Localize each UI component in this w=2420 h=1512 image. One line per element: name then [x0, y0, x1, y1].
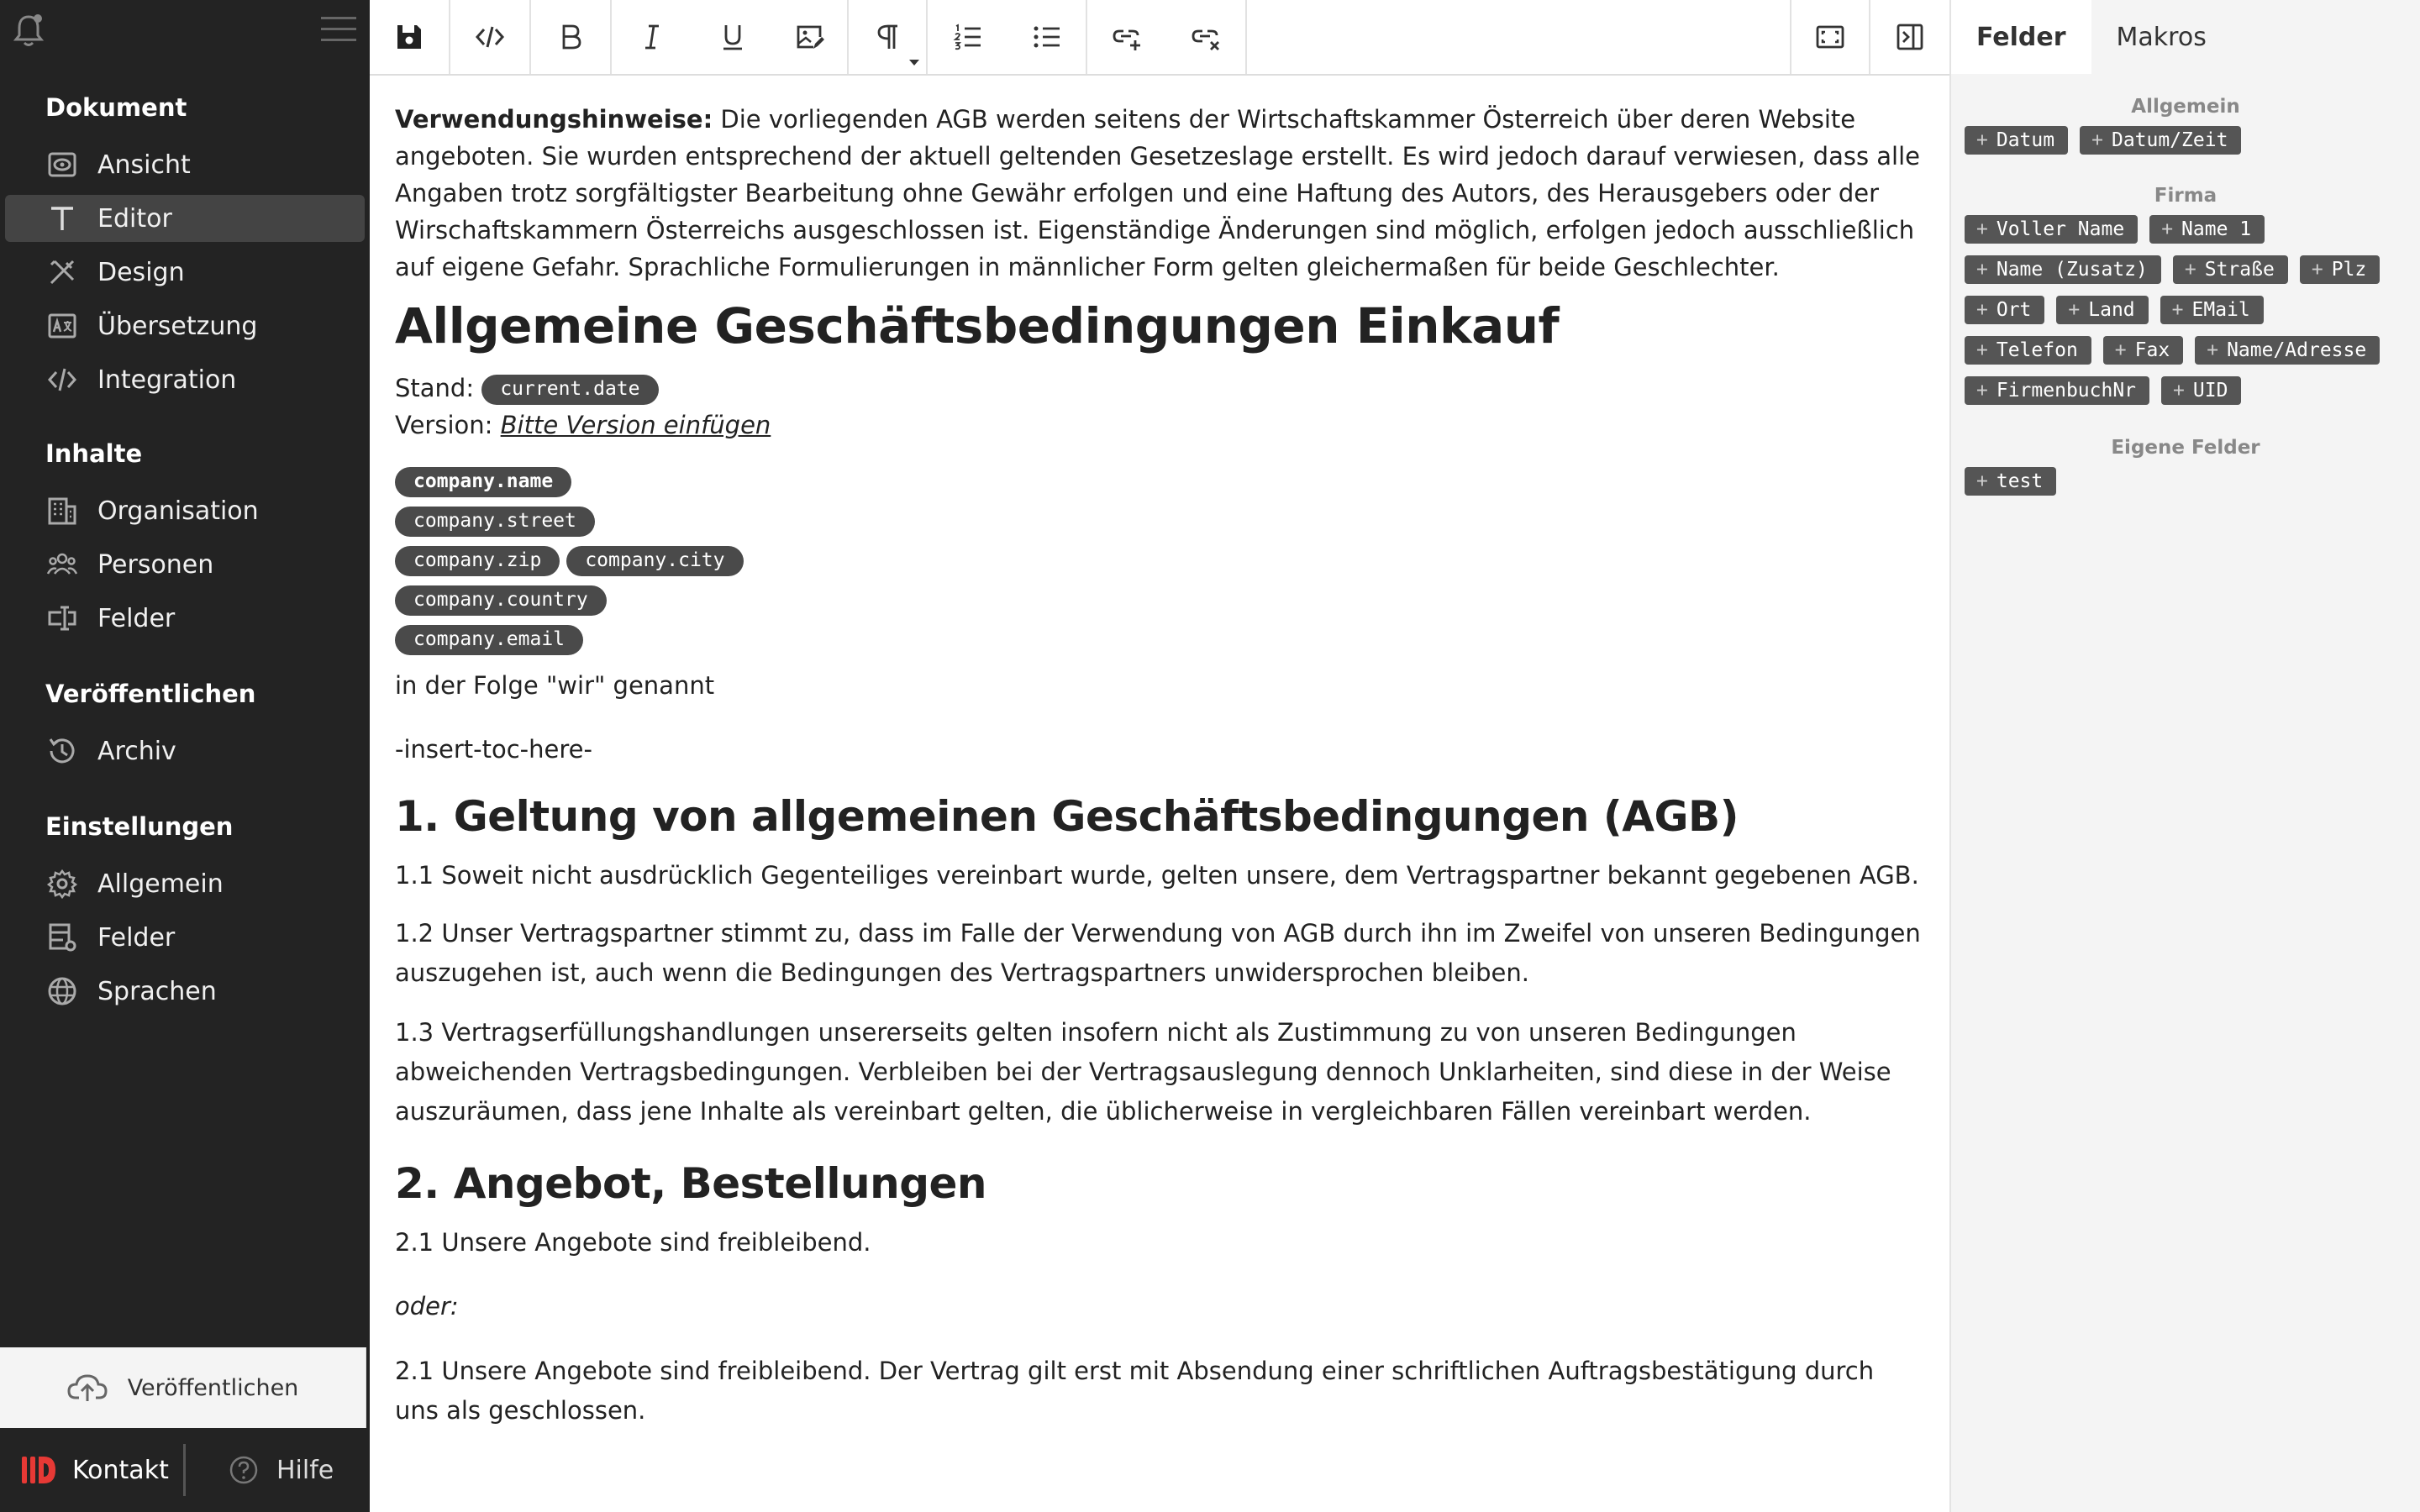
cloud-upload-icon [67, 1371, 108, 1404]
insert-field-email[interactable] [2160, 296, 2264, 324]
field-label: UID [2192, 380, 2228, 402]
sidebar-item-sprachen[interactable] [5, 968, 365, 1015]
sidebar-item-label: Integration [97, 365, 237, 395]
publish-button[interactable] [0, 1347, 366, 1428]
insert-field-land[interactable] [2056, 296, 2148, 324]
bullet-list-button[interactable] [1008, 0, 1087, 74]
plus-icon: + [2068, 299, 2081, 321]
plus-icon: + [1976, 218, 1988, 240]
toc-placeholder: -insert-toc-here- [395, 735, 592, 764]
notice-text: Die vorliegenden AGB werden seitens der Wirtschaftskammer Österreich über deren Website angeboten. Sie wurden entsprechend der aktuell geltenden Gesetzeslage erstellt. Es wird jedoch darauf verwiesen, dass alle Angaben trotz sorgfältigster Bearbeitung ohne Gewähr erfolgen und eine Haftung des Autors, des Herausgebers oder der Wirschaftskammern Österreichs ausgeschlossen ist. Eigenständige Änderungen sind möglich, erfolgen jedoch ausschließlich auf eigene Gefahr. Sprachliche Formulierungen in männlicher Form gelten gleichermaßen für beide Geschlechter. [395, 105, 1921, 281]
sidebar-item-personen[interactable] [5, 541, 365, 588]
code-view-icon [475, 22, 505, 52]
plus-icon: + [1976, 339, 1988, 361]
field-label: Fax [2134, 339, 2170, 361]
sidebar-item-archiv[interactable] [5, 727, 365, 774]
section-title-einstellungen: Einstellungen [45, 812, 234, 841]
bold-button[interactable] [531, 0, 612, 74]
insert-field-fax[interactable] [2103, 336, 2183, 365]
sidebar-item-allgemein[interactable] [5, 860, 365, 907]
sidebar-item-label: Felder [97, 603, 176, 633]
eye-icon [45, 148, 79, 181]
field-label: Telefon [1996, 339, 2078, 361]
ordered-list-icon [953, 22, 983, 52]
sidebar-item-label: Archiv [97, 736, 176, 766]
save-button[interactable] [370, 0, 450, 74]
insert-field-ort[interactable] [1965, 296, 2044, 324]
gear-icon [45, 867, 79, 900]
translate-icon [45, 309, 79, 343]
sidebar-item-label: Allgemein [97, 869, 224, 899]
sidebar [0, 0, 370, 1512]
paragraph-format-button[interactable] [849, 0, 928, 74]
sidebar-item-label: Übersetzung [97, 311, 258, 341]
plus-icon: + [2184, 259, 2196, 281]
plus-icon: + [2311, 259, 2323, 281]
image-icon [795, 22, 825, 52]
link-icon [1112, 22, 1142, 52]
company-address-block [395, 462, 1924, 650]
help-button[interactable] [186, 1454, 334, 1486]
paragraph-icon [872, 22, 902, 52]
sidebar-item-felder-settings[interactable] [5, 914, 365, 961]
insert-field-name-1[interactable] [2149, 215, 2265, 244]
plus-icon: + [2173, 380, 2185, 402]
help-label: Hilfe [276, 1455, 334, 1485]
plus-icon: + [1976, 129, 1988, 151]
sidebar-item-design[interactable] [5, 249, 365, 296]
people-icon [45, 548, 79, 581]
field-chip-company-email[interactable]: company.email [395, 625, 583, 655]
insert-field-telefon[interactable] [1965, 336, 2091, 365]
oder-text: oder: [395, 1292, 459, 1320]
version-label: Version: [395, 411, 493, 439]
paragraph-1-1: 1.1 Soweit nicht ausdrücklich Gegenteiliges vereinbart wurde, gelten unsere, dem Vertragspartner bekannt gegebenen AGB. [395, 861, 1919, 890]
field-label: Datum/Zeit [2111, 129, 2228, 151]
section-title-veroeffentlichen: Veröffentlichen [45, 680, 256, 708]
sidebar-item-uebersetzung[interactable] [5, 302, 365, 349]
code-view-button[interactable] [450, 0, 531, 74]
plus-icon: + [2161, 218, 2174, 240]
section-heading-1: 1. Geltung von allgemeinen Geschäftsbedingungen (AGB) [395, 792, 1739, 841]
version-line [395, 407, 1924, 444]
paragraph-1-2: 1.2 Unser Vertragspartner stimmt zu, dass im Falle der Verwendung von AGB durch ihn im Zweifel von unseren Bedingungen auszugehen ist, auch wenn die Bedingungen des Vertragspartners unwidersprochen bleiben. [395, 919, 1921, 987]
paragraph-1-3: 1.3 Vertragserfüllungshandlungen unsererseits gelten insofern nicht als Zustimmung zu von unseren Bedingungen abweichenden Vertragsbedingungen. Verbleiben bei der Vertragsauslegung dennoch Unklarheiten, sind diese in der Weise auszuräumen, dass jene Inhalte als vereinbart gelten, die üblicherweise in vergleichbaren Fällen vereinbart werden. [395, 1018, 1891, 1126]
tab-felder[interactable]: Felder [1951, 0, 2091, 74]
field-group-allgemein [1951, 126, 2420, 166]
folge-text: in der Folge "wir" genannt [395, 671, 715, 700]
sidebar-item-organisation[interactable] [5, 487, 365, 534]
bullet-list-icon [1032, 22, 1062, 52]
building-icon [45, 494, 79, 528]
sidebar-item-label: Personen [97, 549, 214, 580]
field-group-firma [1951, 215, 2420, 417]
sidebar-item-label: Sprachen [97, 976, 217, 1006]
design-icon [45, 255, 79, 289]
bold-icon [555, 22, 586, 52]
version-placeholder-link[interactable]: Bitte Version einfügen [500, 411, 771, 439]
sidebar-item-integration[interactable] [5, 356, 365, 403]
document-editor[interactable] [370, 76, 1949, 1512]
stand-label: Stand: [395, 374, 475, 402]
field-chip-company-street[interactable]: company.street [395, 507, 595, 537]
paragraph-2-1-alt: 2.1 Unsere Angebote sind freibleibend. Der Vertrag gilt erst mit Absendung einer schriftlichen Auftragsbestätigung durch uns als geschlossen. [395, 1357, 1875, 1425]
plus-icon: + [2171, 299, 2184, 321]
section-title-inhalte: Inhalte [45, 439, 143, 468]
save-icon [394, 22, 424, 52]
field-icon [45, 601, 79, 635]
sidebar-item-ansicht[interactable] [5, 141, 365, 188]
field-chip-company-name[interactable]: company.name [395, 467, 571, 497]
globe-icon [45, 974, 79, 1008]
text-icon [45, 202, 79, 235]
unlink-icon [1191, 22, 1221, 52]
code-icon [45, 363, 79, 396]
insert-field-voller-name[interactable] [1965, 215, 2138, 244]
field-label: Datum [1996, 129, 2055, 151]
publish-label: Veröffentlichen [127, 1374, 299, 1401]
insert-field-plz[interactable] [2300, 255, 2380, 284]
notice-label: Verwendungshinweise: [395, 105, 713, 134]
insert-field-test[interactable] [1965, 467, 2056, 496]
group-title-firma: Firma [2154, 185, 2217, 207]
help-icon [228, 1454, 260, 1486]
contact-label: Kontakt [72, 1455, 169, 1485]
insert-field-strasse[interactable] [2173, 255, 2288, 284]
field-chip-current-date[interactable]: current.date [481, 375, 658, 405]
panel-toggle-icon [1895, 22, 1925, 52]
contact-button[interactable] [0, 1428, 183, 1512]
sidebar-header [0, 0, 370, 60]
stand-line [395, 370, 1924, 407]
plus-icon: + [1976, 259, 1988, 281]
fullscreen-button[interactable] [1790, 0, 1870, 74]
field-label: Name/Adresse [2227, 339, 2367, 361]
field-label: FirmenbuchNr [1996, 380, 2137, 402]
field-label: Land [2088, 299, 2135, 321]
fields-panel [1949, 0, 2420, 1512]
underline-icon [718, 22, 748, 52]
plus-icon: + [2207, 339, 2219, 361]
sidebar-footer [0, 1428, 370, 1512]
field-label: Name 1 [2181, 218, 2252, 240]
field-label: Plz [2331, 259, 2367, 281]
italic-button[interactable] [612, 0, 692, 74]
field-chip-company-zip[interactable]: company.zip [395, 546, 560, 576]
sidebar-item-felder[interactable] [5, 595, 365, 642]
tab-makros[interactable]: Makros [2116, 22, 2207, 52]
insert-link-button[interactable] [1087, 0, 1166, 74]
usage-notice [395, 101, 1924, 286]
sidebar-item-label: Ansicht [97, 150, 191, 180]
insert-field-name-adresse[interactable] [2195, 336, 2380, 365]
remove-link-button[interactable] [1166, 0, 1247, 74]
insert-field-datum-zeit[interactable] [2080, 126, 2241, 155]
field-label: Ort [1996, 299, 2032, 321]
plus-icon: + [2091, 129, 2103, 151]
group-title-eigene-felder: Eigene Felder [2111, 437, 2260, 459]
brand-logo-icon [22, 1457, 55, 1483]
chevron-down-icon [909, 60, 919, 66]
paragraph-2-1: 2.1 Unsere Angebote sind freibleibend. [395, 1228, 871, 1257]
history-icon [45, 734, 79, 768]
insert-field-name-zusatz[interactable] [1965, 255, 2161, 284]
field-label: Name (Zusatz) [1996, 259, 2148, 281]
field-label: EMail [2191, 299, 2250, 321]
underline-button[interactable] [692, 0, 773, 74]
sidebar-item-label: Organisation [97, 496, 259, 526]
editor-toolbar [370, 0, 1949, 76]
field-chip-company-city[interactable]: company.city [566, 546, 743, 576]
field-label: Voller Name [1996, 218, 2125, 240]
section-title-dokument: Dokument [45, 93, 187, 122]
menu-toggle-icon[interactable] [321, 17, 356, 44]
sidebar-item-label: Felder [97, 922, 176, 953]
sidebar-item-label: Design [97, 257, 185, 287]
insert-field-uid[interactable] [2161, 376, 2241, 405]
field-settings-icon [45, 921, 79, 954]
ordered-list-button[interactable] [928, 0, 1008, 74]
plus-icon: + [2114, 339, 2127, 361]
field-group-eigene-felder [1951, 467, 2420, 507]
panel-tabs [1951, 0, 2420, 74]
sidebar-item-editor[interactable] [5, 195, 365, 242]
section-heading-2: 2. Angebot, Bestellungen [395, 1159, 986, 1208]
image-button[interactable] [773, 0, 849, 74]
plus-icon: + [1976, 380, 1988, 402]
insert-field-datum[interactable] [1965, 126, 2068, 155]
insert-field-firmenbuchnr[interactable] [1965, 376, 2149, 405]
plus-icon: + [1976, 470, 1988, 492]
italic-icon [637, 22, 667, 52]
fullscreen-icon [1815, 22, 1845, 52]
field-label: test [1996, 470, 2044, 492]
sidebar-item-label: Editor [97, 203, 172, 234]
plus-icon: + [1976, 299, 1988, 321]
field-chip-company-country[interactable]: company.country [395, 585, 607, 616]
toggle-panel-button[interactable] [1870, 0, 1949, 74]
notification-bell-icon[interactable] [12, 12, 45, 49]
document-title: Allgemeine Geschäftsbedingungen Einkauf [395, 297, 1560, 354]
group-title-allgemein: Allgemein [2131, 96, 2240, 118]
field-label: Straße [2204, 259, 2275, 281]
